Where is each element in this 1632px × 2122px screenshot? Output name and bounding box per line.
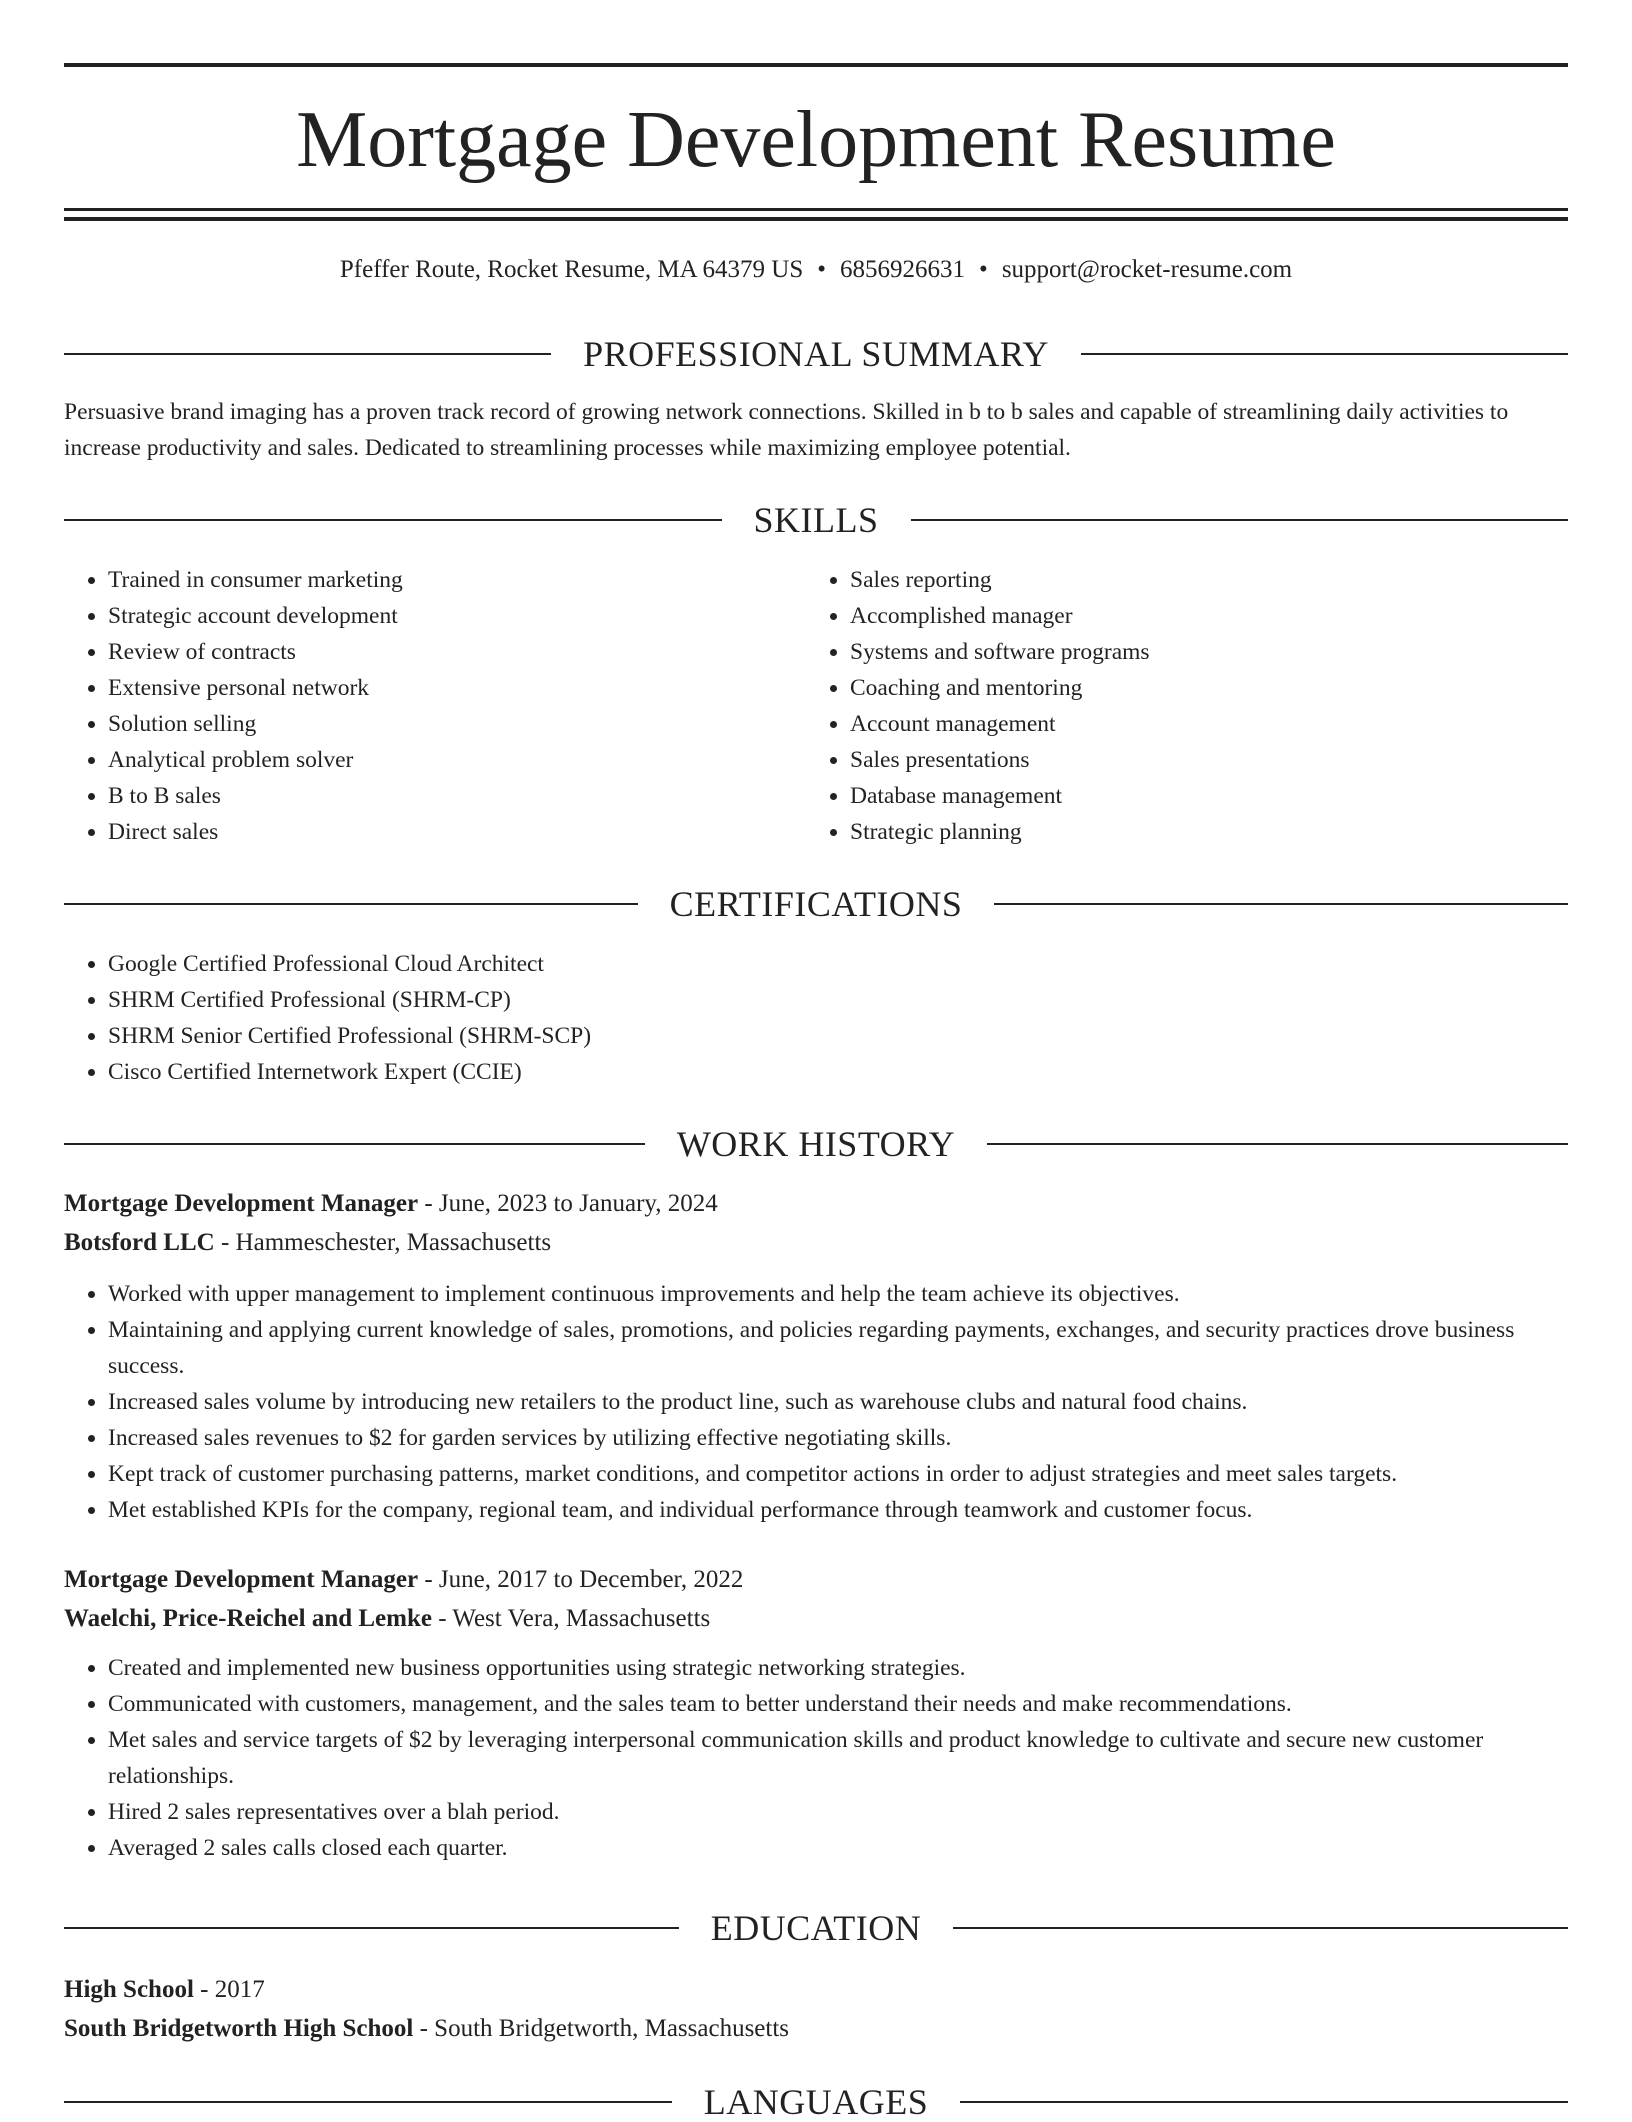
education-section bbox=[64, 1908, 1568, 2048]
job-company: Waelchi, Price-Reichel and Lemke bbox=[64, 1605, 432, 1632]
job-bullets bbox=[64, 1276, 1568, 1528]
job-title: Mortgage Development Manager bbox=[64, 1566, 419, 1593]
job-bullet-item: • Kept track of customer purchasing patterns, market conditions, and competitor actions in order to adjust strategies and meet sales targets. bbox=[108, 1456, 1568, 1492]
job-dates: - June, 2017 to December, 2022 bbox=[418, 1566, 744, 1593]
job-bullet-item: • Met established KPIs for the company, regional team, and individual performance through teamwork and customer focus. bbox=[108, 1492, 1568, 1528]
certifications-heading: CERTIFICATIONS bbox=[669, 884, 963, 924]
skill-item: • Coaching and mentoring bbox=[850, 670, 1548, 706]
heading-rule bbox=[64, 519, 722, 521]
job-bullets bbox=[64, 1650, 1568, 1866]
education-entry bbox=[64, 1970, 1568, 2048]
work-history-heading: WORK HISTORY bbox=[676, 1124, 956, 1164]
contact-email: support@rocket-resume.com bbox=[1001, 256, 1293, 283]
skills-heading: SKILLS bbox=[753, 500, 879, 540]
section-heading bbox=[64, 1908, 1568, 1948]
skill-item: • Direct sales bbox=[108, 814, 806, 850]
heading-rule bbox=[64, 353, 551, 355]
section-heading bbox=[64, 1124, 1568, 1164]
job-location: - Hammeschester, Massachusetts bbox=[214, 1229, 552, 1256]
certification-item: • SHRM Certified Professional (SHRM-CP) bbox=[108, 982, 1568, 1018]
skill-item: • Solution selling bbox=[108, 706, 806, 742]
job-company-line bbox=[64, 1599, 1568, 1638]
skill-item: • Account management bbox=[850, 706, 1548, 742]
skill-item: • Review of contracts bbox=[108, 634, 806, 670]
section-heading bbox=[64, 334, 1568, 374]
heading-rule bbox=[64, 1143, 645, 1145]
heading-rule bbox=[64, 903, 638, 905]
heading-rule bbox=[911, 519, 1569, 521]
skill-item: • Strategic planning bbox=[850, 814, 1548, 850]
job-location: - West Vera, Massachusetts bbox=[431, 1605, 711, 1632]
heading-rule bbox=[64, 2101, 672, 2103]
heading-rule bbox=[987, 1143, 1568, 1145]
job-bullet-item: • Met sales and service targets of $2 by leveraging interpersonal communication skills and product knowledge to cultivate and secure new customer relationships. bbox=[108, 1722, 1568, 1794]
certification-item: • Google Certified Professional Cloud Architect bbox=[108, 946, 1568, 982]
languages-section bbox=[64, 2082, 1568, 2122]
contact-address: Pfeffer Route, Rocket Resume, MA 64379 US bbox=[339, 256, 804, 283]
job-title-line bbox=[64, 1184, 1568, 1223]
job-bullet-item: • Increased sales volume by introducing new retailers to the product line, such as warehouse clubs and natural food chains. bbox=[108, 1384, 1568, 1420]
certifications-list bbox=[64, 946, 1568, 1090]
education-degree-line bbox=[64, 1970, 1568, 2009]
certification-item: • Cisco Certified Internetwork Expert (CCIE) bbox=[108, 1054, 1568, 1090]
job-bullet-item: • Increased sales revenues to $2 for garden services by utilizing effective negotiating skills. bbox=[108, 1420, 1568, 1456]
summary-section bbox=[64, 334, 1568, 466]
heading-rule bbox=[64, 1927, 679, 1929]
heading-rule bbox=[994, 903, 1568, 905]
languages-heading: LANGUAGES bbox=[703, 2082, 929, 2122]
job-company: Botsford LLC bbox=[64, 1229, 215, 1256]
job-entry bbox=[64, 1184, 1568, 1528]
skill-item: • Extensive personal network bbox=[108, 670, 806, 706]
skills-list-left bbox=[64, 562, 806, 850]
skill-item: • Trained in consumer marketing bbox=[108, 562, 806, 598]
education-location: - South Bridgetworth, Massachusetts bbox=[413, 2015, 790, 2042]
skills-column-left bbox=[64, 562, 806, 850]
job-bullet-item: • Maintaining and applying current knowledge of sales, promotions, and policies regarding payments, exchanges, and security practices drove business success. bbox=[108, 1312, 1568, 1384]
skills-section bbox=[64, 500, 1568, 850]
heading-rule bbox=[960, 2101, 1568, 2103]
section-heading bbox=[64, 884, 1568, 924]
job-dates: - June, 2023 to January, 2024 bbox=[418, 1190, 718, 1217]
skill-item: • Sales presentations bbox=[850, 742, 1548, 778]
job-bullet-item: • Hired 2 sales representatives over a blah period. bbox=[108, 1794, 1568, 1830]
work-history-section bbox=[64, 1124, 1568, 1866]
skill-item: • Sales reporting bbox=[850, 562, 1548, 598]
job-title-line bbox=[64, 1560, 1568, 1599]
job-company-line bbox=[64, 1223, 1568, 1262]
certifications-section bbox=[64, 884, 1568, 1090]
section-heading bbox=[64, 2082, 1568, 2122]
skill-item: • Accomplished manager bbox=[850, 598, 1548, 634]
job-bullet-item: • Averaged 2 sales calls closed each quarter. bbox=[108, 1830, 1568, 1866]
skills-column-right bbox=[806, 562, 1548, 850]
top-rule bbox=[64, 63, 1568, 67]
contact-separator: • bbox=[979, 256, 988, 283]
job-bullet-item: • Worked with upper management to implement continuous improvements and help the team achieve its objectives. bbox=[108, 1276, 1568, 1312]
section-heading bbox=[64, 500, 1568, 540]
heading-rule bbox=[1081, 353, 1568, 355]
contact-phone: 6856926631 bbox=[840, 256, 966, 283]
education-degree: High School bbox=[64, 1976, 194, 2003]
skill-item: • B to B sales bbox=[108, 778, 806, 814]
contact-separator: • bbox=[817, 256, 827, 283]
job-bullet-item: • Created and implemented new business opportunities using strategic networking strategies. bbox=[108, 1650, 1568, 1686]
skills-list-right bbox=[806, 562, 1548, 850]
summary-heading: PROFESSIONAL SUMMARY bbox=[583, 334, 1049, 374]
education-heading: EDUCATION bbox=[710, 1908, 922, 1948]
title-double-rule bbox=[64, 208, 1568, 221]
skill-item: • Database management bbox=[850, 778, 1548, 814]
heading-rule bbox=[953, 1927, 1568, 1929]
page-title: Mortgage Development Resume bbox=[296, 96, 1336, 184]
education-year: - 2017 bbox=[193, 1976, 265, 2003]
skill-item: • Strategic account development bbox=[108, 598, 806, 634]
job-bullet-item: • Communicated with customers, management, and the sales team to better understand their needs and make recommendations. bbox=[108, 1686, 1568, 1722]
education-school: South Bridgetworth High School bbox=[64, 2015, 414, 2042]
job-title: Mortgage Development Manager bbox=[64, 1190, 419, 1217]
summary-text: Persuasive brand imaging has a proven track record of growing network connections. Skilled in b to b sales and capable of streamlining daily activities to increase productivity and sales. Dedicated to streamlining processes while maximizing employee potential. bbox=[64, 399, 1509, 461]
certification-item: • SHRM Senior Certified Professional (SHRM-SCP) bbox=[108, 1018, 1568, 1054]
education-school-line bbox=[64, 2009, 1568, 2048]
skill-item: • Analytical problem solver bbox=[108, 742, 806, 778]
skill-item: • Systems and software programs bbox=[850, 634, 1548, 670]
job-entry bbox=[64, 1560, 1568, 1866]
contact-line bbox=[0, 254, 1632, 286]
skills-columns bbox=[64, 562, 1568, 850]
